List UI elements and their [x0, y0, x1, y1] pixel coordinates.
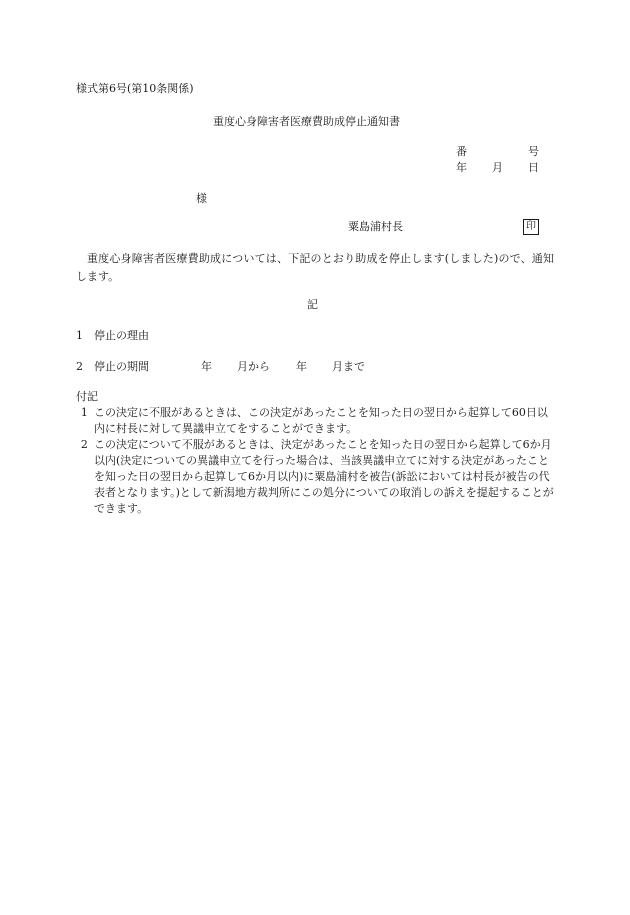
- note-2-number: 2: [80, 438, 88, 451]
- ki-heading: 記: [307, 298, 318, 311]
- note-1-number: 1: [80, 406, 88, 419]
- date-month: 月: [492, 161, 503, 174]
- period-month-until: 月まで: [332, 360, 365, 373]
- number-go: 号: [528, 145, 539, 158]
- period-year-from: 年: [201, 360, 212, 373]
- date-year: 年: [456, 161, 467, 174]
- number-ban: 番: [456, 145, 467, 158]
- item2-label: 停止の期間: [94, 360, 149, 373]
- item1-label: 停止の理由: [94, 329, 149, 342]
- note-2-text: この決定について不服があるときは、決定があったことを知った日の翌日から起算して6か月以内(決定についての異議申立てを行った場合は、当該異議申立てに対する決定があったことを知った日の翌日から起算して6か月以内)に粟島浦村を被告(訴訟においては村長が被告の代表者となります。)として新潟地方裁判所にこの処分についての取消しの訴えを提起することができます。: [94, 438, 554, 515]
- period-month-from: 月から: [237, 360, 270, 373]
- note-item-1: [80, 405, 554, 437]
- item1-number: 1: [76, 329, 83, 342]
- issuer-name: 粟島浦村長: [348, 220, 403, 233]
- period-year-until: 年: [296, 360, 307, 373]
- body-paragraph: 重度心身障害者医療費助成については、下記のとおり助成を停止します(しました)ので、通知します。: [76, 252, 554, 283]
- note-1-text: この決定に不服があるときは、この決定があったことを知った日の翌日から起算して60日以内に村長に対して異議申立てをすることができます。: [94, 406, 548, 435]
- notes-heading: 付記: [76, 390, 98, 403]
- note-item-2: [80, 437, 554, 517]
- seal-mark: 印: [523, 219, 539, 235]
- addressee-suffix: 様: [196, 192, 207, 205]
- form-label: 様式第6号(第10条関係): [76, 82, 194, 95]
- date-day: 日: [528, 161, 539, 174]
- item2-number: 2: [76, 360, 83, 373]
- document-title: 重度心身障害者医療費助成停止通知書: [213, 115, 400, 128]
